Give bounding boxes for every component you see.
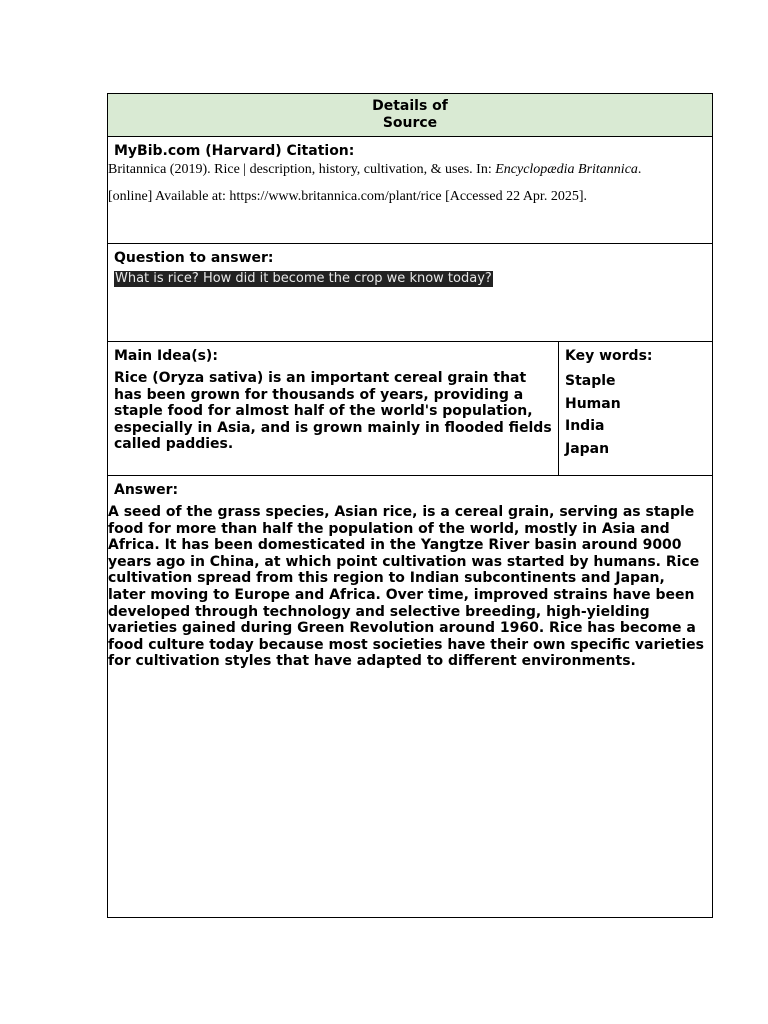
main-ideas-section — [108, 342, 559, 476]
citation-line-1-prefix: Britannica (2019). Rice | description, history, cultivation, & uses. In: — [108, 162, 496, 177]
key-word-item[interactable]: Staple — [565, 373, 616, 389]
source-details-table — [107, 93, 713, 918]
key-words-label: Key words: — [565, 348, 653, 364]
answer-text[interactable]: A seed of the grass species, Asian rice, is a cereal grain, serving as staple food for more than half the population of the world, mostly in Asia and Africa. It has been domesticated in the Yangtze River basin around 9000 years ago in China, at which point cultivation was started by humans. Rice cultivation spread from this region to Indian subcontinents and Japan, later moving to Europe and Africa. Over time, improved strains have been developed through technology and selective breeding, high-yielding varieties gained during Green Revolution around 1960. Rice has become a food culture today because most societies have their own specific varieties for cultivation styles that have adapted to different environments. — [108, 504, 704, 670]
answer-section — [108, 476, 713, 918]
main-ideas-label: Main Idea(s): — [114, 348, 218, 364]
citation-label: MyBib.com (Harvard) Citation: — [114, 143, 355, 159]
question-section — [108, 244, 713, 342]
citation-line-2: [online] Available at: https://www.britannica.com/plant/rice [Accessed 22 Apr. 2025]. — [108, 189, 587, 204]
header-title-line1: Details of — [372, 98, 448, 114]
key-words-section — [559, 342, 713, 476]
citation-section — [108, 137, 713, 244]
citation-publication-title: Encyclopædia Britannica — [495, 162, 638, 177]
key-word-item[interactable]: Japan — [565, 440, 610, 457]
citation-line-1-suffix: . — [637, 162, 642, 177]
question-text[interactable]: What is rice? How did it become the crop we know today? — [115, 271, 492, 286]
main-ideas-text[interactable]: Rice (Oryza sativa) is an important cereal grain that has been grown for thousands of years, providing a staple food for almost half of the world's population, especially in Asia, and is grown mainly in flooded fields called paddies. — [114, 370, 552, 452]
key-word-item[interactable]: India — [565, 418, 605, 434]
key-words-list — [565, 370, 712, 460]
answer-label: Answer: — [114, 482, 179, 498]
header-title-line2: Source — [382, 115, 438, 131]
question-label: Question to answer: — [114, 250, 274, 266]
citation-line-1 — [108, 161, 712, 178]
key-word-item[interactable]: Human — [565, 395, 621, 412]
table-header — [108, 94, 713, 137]
